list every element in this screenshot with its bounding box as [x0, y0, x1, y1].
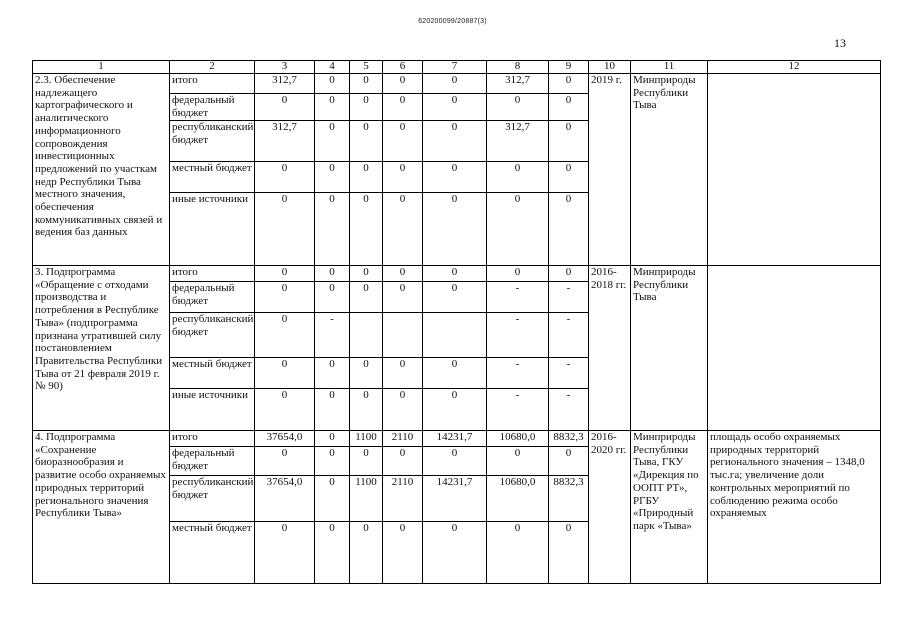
funding-source-cell: республиканский бюджет	[170, 121, 255, 162]
amount-cell: 0	[255, 358, 315, 389]
amount-cell: 312,7	[487, 121, 549, 162]
amount-cell: 0	[383, 447, 423, 476]
amount-cell: 0	[549, 266, 589, 282]
amount-cell: -	[487, 358, 549, 389]
amount-cell: 0	[487, 447, 549, 476]
amount-cell: 0	[315, 121, 350, 162]
amount-cell: 312,7	[255, 74, 315, 94]
amount-cell: 0	[383, 121, 423, 162]
header-cell: 7	[423, 61, 487, 74]
amount-cell: 0	[315, 431, 350, 447]
header-cell: 1	[33, 61, 170, 74]
amount-cell: 0	[383, 162, 423, 193]
amount-cell: 2110	[383, 476, 423, 522]
amount-cell: 0	[255, 162, 315, 193]
amount-cell: 0	[255, 282, 315, 313]
amount-cell: 0	[549, 522, 589, 584]
measure-name-cell: 2.3. Обеспечение надлежащего картографического и аналитического информационного сопровождения инвестиционных предложений по участкам недр Республики Тыва местного значения, обеспечения коммуникативных связей и ведения баз данных	[33, 74, 170, 266]
header-cell: 6	[383, 61, 423, 74]
amount-cell: 2110	[383, 431, 423, 447]
amount-cell: 0	[315, 389, 350, 431]
amount-cell: 0	[423, 447, 487, 476]
amount-cell: 0	[423, 389, 487, 431]
amount-cell: 10680,0	[487, 431, 549, 447]
page-number: 13	[834, 36, 846, 50]
amount-cell: 0	[423, 522, 487, 584]
amount-cell: 0	[315, 94, 350, 121]
amount-cell: 0	[350, 162, 383, 193]
amount-cell: 312,7	[487, 74, 549, 94]
amount-cell: 0	[549, 94, 589, 121]
amount-cell: 0	[383, 358, 423, 389]
amount-cell: -	[487, 389, 549, 431]
period-cell: 2019 г.	[589, 74, 631, 266]
header-cell: 10	[589, 61, 631, 74]
amount-cell: 10680,0	[487, 476, 549, 522]
amount-cell: 0	[315, 266, 350, 282]
amount-cell: 0	[487, 94, 549, 121]
amount-cell: 0	[350, 94, 383, 121]
amount-cell: 0	[315, 162, 350, 193]
amount-cell: 0	[350, 447, 383, 476]
amount-cell: 0	[315, 358, 350, 389]
amount-cell: 0	[549, 74, 589, 94]
amount-cell: -	[487, 282, 549, 313]
amount-cell: -	[549, 313, 589, 358]
header-cell: 5	[350, 61, 383, 74]
amount-cell: 0	[549, 162, 589, 193]
funding-source-cell: местный бюджет	[170, 522, 255, 584]
amount-cell: 14231,7	[423, 476, 487, 522]
amount-cell: 37654,0	[255, 476, 315, 522]
funding-source-cell: республиканский бюджет	[170, 476, 255, 522]
funding-source-cell: иные источники	[170, 389, 255, 431]
header-cell: 2	[170, 61, 255, 74]
amount-cell: 0	[423, 162, 487, 193]
header-cell: 8	[487, 61, 549, 74]
header-cell: 3	[255, 61, 315, 74]
amount-cell: 1100	[350, 431, 383, 447]
header-cell: 9	[549, 61, 589, 74]
amount-cell: 0	[383, 282, 423, 313]
amount-cell: 0	[383, 266, 423, 282]
document-id: 620200099/20887(3)	[418, 18, 487, 25]
amount-cell	[350, 313, 383, 358]
amount-cell: 0	[350, 266, 383, 282]
header-row	[33, 61, 881, 74]
amount-cell: 0	[487, 162, 549, 193]
funding-source-cell: местный бюджет	[170, 358, 255, 389]
amount-cell: 0	[350, 522, 383, 584]
amount-cell: 8832,3	[549, 431, 589, 447]
funding-source-cell: федеральный бюджет	[170, 94, 255, 121]
amount-cell: 1100	[350, 476, 383, 522]
amount-cell: 0	[383, 193, 423, 266]
amount-cell: 0	[315, 476, 350, 522]
amount-cell: -	[487, 313, 549, 358]
amount-cell: 0	[423, 282, 487, 313]
amount-cell: 0	[315, 74, 350, 94]
amount-cell: 0	[423, 266, 487, 282]
amount-cell: 0	[315, 447, 350, 476]
amount-cell: -	[549, 389, 589, 431]
amount-cell: 8832,3	[549, 476, 589, 522]
amount-cell: 0	[350, 121, 383, 162]
amount-cell: 0	[383, 522, 423, 584]
amount-cell: 0	[315, 522, 350, 584]
amount-cell: 0	[423, 74, 487, 94]
amount-cell	[423, 313, 487, 358]
table-row	[33, 266, 881, 282]
amount-cell: 0	[315, 193, 350, 266]
amount-cell: 0	[549, 447, 589, 476]
amount-cell	[383, 313, 423, 358]
indicator-cell: площадь особо охраняемых природных территорий регионального значения – 1348,0 тыс.га; увеличение доли контрольных мероприятий по соблюдению режима особо охраняемых	[708, 431, 881, 584]
table-row	[33, 431, 881, 447]
indicator-cell	[708, 266, 881, 431]
amount-cell: 0	[383, 94, 423, 121]
amount-cell: 0	[423, 94, 487, 121]
amount-cell: 0	[383, 389, 423, 431]
amount-cell: 0	[255, 447, 315, 476]
amount-cell: 37654,0	[255, 431, 315, 447]
amount-cell: 0	[350, 282, 383, 313]
header-cell: 12	[708, 61, 881, 74]
funding-source-cell: федеральный бюджет	[170, 282, 255, 313]
amount-cell: -	[549, 358, 589, 389]
amount-cell: 14231,7	[423, 431, 487, 447]
measure-name-cell: 4. Подпрограмма «Сохранение биоразнообразия и развитие особо охраняемых природных территорий регионального значения Республики Тыва»	[33, 431, 170, 584]
funding-source-cell: итого	[170, 431, 255, 447]
amount-cell: 0	[549, 121, 589, 162]
amount-cell: 0	[487, 193, 549, 266]
amount-cell: 0	[255, 389, 315, 431]
amount-cell: -	[549, 282, 589, 313]
amount-cell: 0	[255, 266, 315, 282]
amount-cell: 0	[423, 121, 487, 162]
measure-name-cell: 3. Подпрограмма «Обращение с отходами производства и потребления в Республике Тыва» (подпрограмма признана утратившей силу постановлением Правительства Республики Тыва от 21 февраля 2019 г. № 90)	[33, 266, 170, 431]
indicator-cell	[708, 74, 881, 266]
amount-cell: 0	[423, 358, 487, 389]
executor-cell: Минприроды Республики Тыва	[631, 74, 708, 266]
amount-cell: 312,7	[255, 121, 315, 162]
amount-cell: 0	[255, 313, 315, 358]
amount-cell: 0	[255, 94, 315, 121]
period-cell: 2016-2018 гг.	[589, 266, 631, 431]
amount-cell: 0	[255, 193, 315, 266]
amount-cell: 0	[255, 522, 315, 584]
funding-source-cell: итого	[170, 74, 255, 94]
funding-source-cell: иные источники	[170, 193, 255, 266]
program-table	[32, 60, 881, 584]
amount-cell: 0	[549, 193, 589, 266]
period-cell: 2016-2020 гг.	[589, 431, 631, 584]
funding-source-cell: местный бюджет	[170, 162, 255, 193]
funding-source-cell: федеральный бюджет	[170, 447, 255, 476]
funding-source-cell: республиканский бюджет	[170, 313, 255, 358]
amount-cell: 0	[487, 266, 549, 282]
header-cell: 11	[631, 61, 708, 74]
amount-cell: 0	[423, 193, 487, 266]
executor-cell: Минприроды Республики Тыва	[631, 266, 708, 431]
amount-cell: 0	[487, 522, 549, 584]
executor-cell: Минприроды Республики Тыва, ГКУ «Дирекция по ООПТ РТ», РГБУ «Природный парк «Тыва»	[631, 431, 708, 584]
table-row	[33, 74, 881, 94]
header-cell: 4	[315, 61, 350, 74]
amount-cell: 0	[350, 74, 383, 94]
funding-source-cell: итого	[170, 266, 255, 282]
amount-cell: 0	[350, 358, 383, 389]
amount-cell: 0	[315, 282, 350, 313]
amount-cell: 0	[350, 193, 383, 266]
amount-cell: 0	[383, 74, 423, 94]
amount-cell: 0	[350, 389, 383, 431]
amount-cell: -	[315, 313, 350, 358]
